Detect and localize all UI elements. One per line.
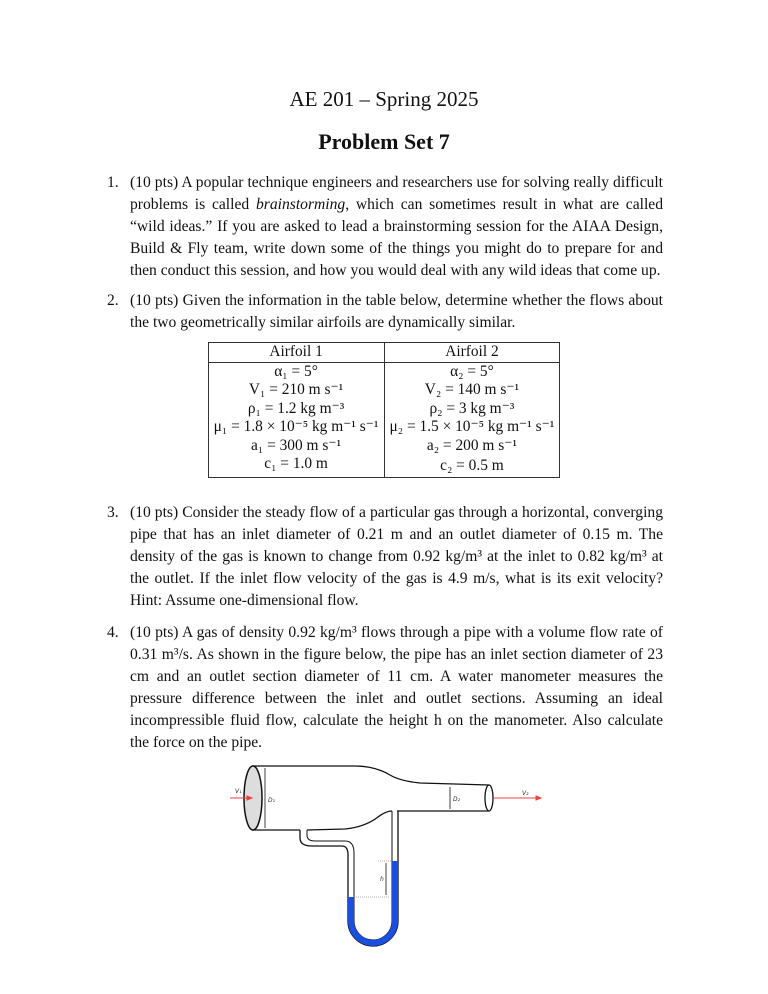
course-heading: AE 201 – Spring 2025	[289, 87, 479, 111]
points: (10 pts)	[130, 623, 179, 641]
cell: a₁ = 300 m s⁻¹	[208, 437, 384, 456]
problem-number: 1.	[107, 174, 119, 191]
cell: V₂ = 140 m s⁻¹	[384, 381, 560, 400]
problem-text: Given the information in the table below, determine whether the flows about the two geometrically similar airfoils are dynamically similar.	[130, 292, 663, 331]
airfoil-table	[208, 342, 561, 478]
problem-text: A popular technique engineers and researchers use for solving really difficult problems is called	[130, 174, 663, 213]
table-row	[208, 381, 560, 400]
cell: α₂ = 5°	[384, 362, 560, 381]
d1-label: D₁	[268, 796, 276, 804]
problem-4	[107, 622, 663, 754]
v1-label: V₁	[235, 787, 242, 795]
page-title: Problem Set 7	[318, 129, 450, 154]
table-row	[208, 400, 560, 419]
header-airfoil-1: Airfoil 1	[208, 343, 384, 363]
cell: c₂ = 0.5 m	[384, 455, 560, 477]
h-label: h	[380, 875, 384, 883]
emphasis: brainstorming	[255, 196, 346, 213]
cell: α₁ = 5°	[208, 362, 384, 381]
problem-3	[107, 502, 663, 612]
pipe-top-wall	[253, 766, 489, 785]
cell: ρ₂ = 3 kg m⁻³	[384, 400, 560, 419]
d2-label: D₂	[453, 795, 461, 803]
cell: V₁ = 210 m s⁻¹	[208, 381, 384, 400]
problem-number: 3.	[107, 503, 119, 521]
problem-text: Consider the steady flow of a particular gas through a horizontal, converging pipe that has an inlet diameter of 0.21 m and an outlet diameter of 0.15 m. The density of the gas is known to change from 0.92 kg/m³ at the inlet to 0.82 kg/m³ at the outlet. If the inlet flow velocity of the gas is 4.9 m/s, what is its exit velocity? Hint: Assume one-dimensional flow.	[130, 503, 664, 609]
cell: ρ₁ = 1.2 kg m⁻³	[208, 400, 384, 419]
outlet-ellipse	[485, 785, 493, 811]
cell: a₂ = 200 m s⁻¹	[384, 437, 560, 456]
table-row	[208, 418, 560, 437]
header-airfoil-2: Airfoil 2	[384, 343, 560, 363]
pipe-bottom-wall	[253, 811, 489, 830]
pipe-manometer-figure	[0, 758, 768, 958]
problem-number: 2.	[107, 292, 119, 309]
cell: c₁ = 1.0 m	[208, 455, 384, 477]
table-row	[208, 362, 560, 381]
problem-text: A gas of density 0.92 kg/m³ flows through a pipe with a volume flow rate of 0.31 m³/s. As shown in the figure below, the pipe has an inlet section diameter of 23 cm and an outlet section diameter of 11 cm. A water manometer measures the pressure difference between the inlet and outlet sections. Assuming an ideal incompressible fluid flow, calculate the height h on the manometer. Also calculate the force on the pipe.	[130, 623, 663, 751]
problem-2	[107, 290, 663, 334]
cell: μ₁ = 1.8 × 10⁻⁵ kg m⁻¹ s⁻¹	[208, 418, 384, 437]
cell: μ₂ = 1.5 × 10⁻⁵ kg m⁻¹ s⁻¹	[384, 418, 560, 437]
problem-1	[107, 172, 663, 282]
v2-label: V₂	[522, 789, 529, 797]
points: (10 pts)	[130, 292, 179, 309]
table-row	[208, 437, 560, 456]
points: (10 pts)	[130, 503, 179, 521]
points: (10 pts)	[130, 174, 179, 191]
problem-text: , which can sometimes result in what are called “wild ideas.” If you are asked to lead a brainstorming session for the AIAA Design, Build & Fly team, write down some of the things you might do to prepare for and then conduct this session, and how you would deal with any wild ideas that come up.	[130, 196, 663, 279]
table-row	[208, 455, 560, 477]
manometer-water	[348, 861, 398, 946]
problem-number: 4.	[107, 623, 119, 641]
